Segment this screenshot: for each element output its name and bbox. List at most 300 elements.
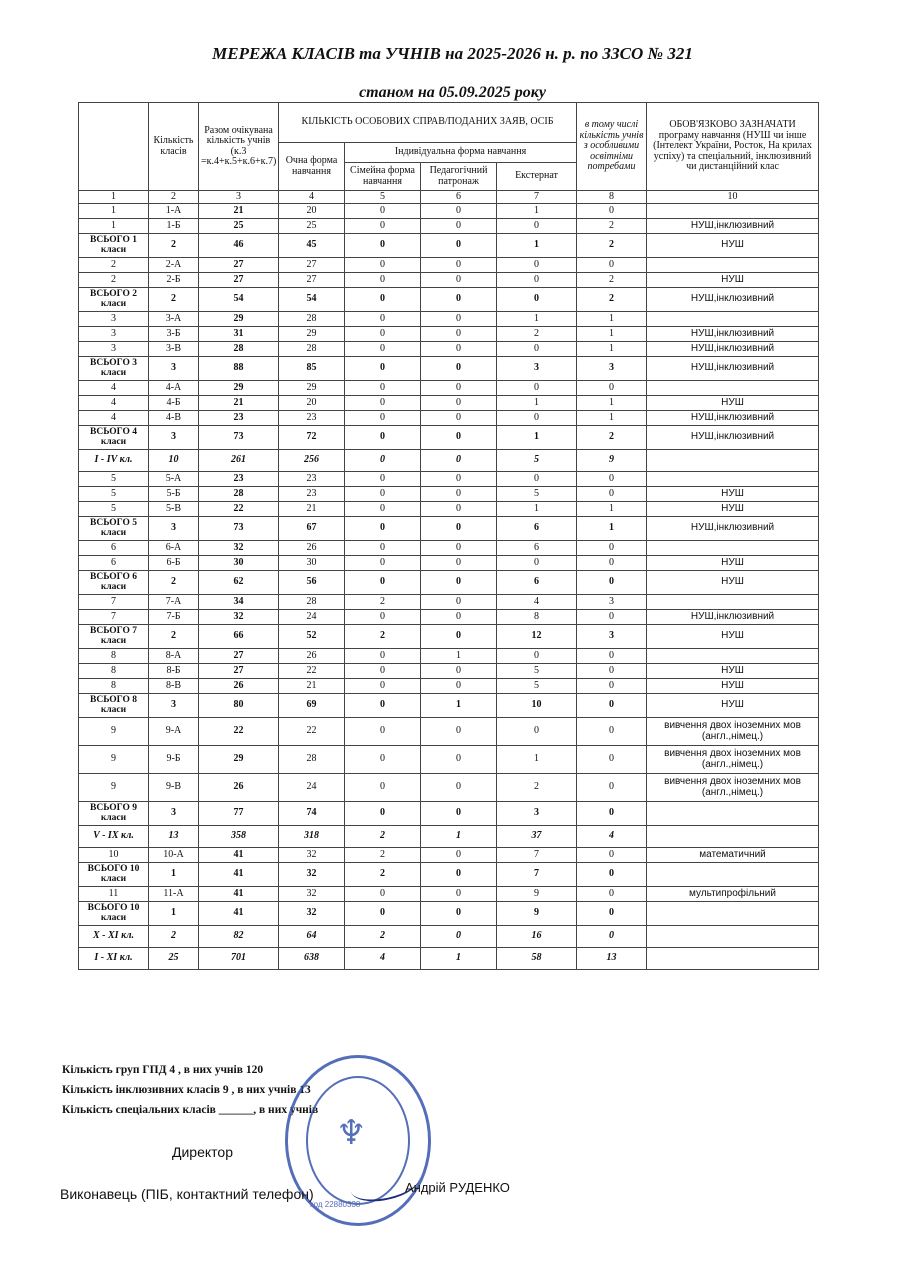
cell-program-note: НУШ,інклюзивний — [647, 610, 819, 625]
col-num: 1 — [79, 191, 149, 204]
table-cell: 5 — [79, 487, 149, 502]
table-row — [79, 556, 819, 571]
table-cell: 1 — [497, 204, 577, 219]
table-cell: 32 — [199, 541, 279, 556]
table-cell: 2 — [577, 273, 647, 288]
table-cell: 1 — [497, 312, 577, 327]
table-cell: 318 — [279, 826, 345, 848]
subtotal-row — [79, 802, 819, 826]
table-cell: 80 — [199, 694, 279, 718]
table-cell: 0 — [345, 556, 421, 571]
table-cell: 9 — [79, 746, 149, 774]
col-num: 10 — [647, 191, 819, 204]
table-cell: 41 — [199, 887, 279, 902]
table-cell: 1 — [421, 826, 497, 848]
table-cell: 0 — [577, 610, 647, 625]
table-cell: 0 — [345, 288, 421, 312]
table-cell: 0 — [421, 802, 497, 826]
col-num: 3 — [199, 191, 279, 204]
table-cell: 66 — [199, 625, 279, 649]
table-cell: 26 — [279, 649, 345, 664]
table-cell: 10 — [497, 694, 577, 718]
cell-program-note: НУШ — [647, 487, 819, 502]
table-row — [79, 312, 819, 327]
table-cell: 5-А — [149, 472, 199, 487]
table-cell: 41 — [199, 863, 279, 887]
table-cell: 2 — [345, 826, 421, 848]
table-cell: 2 — [79, 273, 149, 288]
table-cell: 0 — [577, 694, 647, 718]
table-cell: 5 — [497, 664, 577, 679]
table-row — [79, 679, 819, 694]
table-cell: 30 — [199, 556, 279, 571]
table-cell: 8 — [79, 664, 149, 679]
table-cell: 0 — [577, 258, 647, 273]
table-cell: 0 — [345, 411, 421, 426]
header-class-count: Кількість класів — [149, 103, 199, 191]
table-row — [79, 502, 819, 517]
table-cell: 0 — [577, 902, 647, 926]
table-cell: 1 — [497, 502, 577, 517]
table-cell: 72 — [279, 426, 345, 450]
table-cell: I - IV кл. — [79, 450, 149, 472]
table-cell: 0 — [577, 487, 647, 502]
table-cell: 0 — [345, 487, 421, 502]
table-cell: 22 — [199, 502, 279, 517]
table-cell: 0 — [577, 541, 647, 556]
table-cell: 1 — [577, 411, 647, 426]
table-cell: 29 — [199, 312, 279, 327]
cell-program-note — [647, 863, 819, 887]
table-cell: 3 — [79, 342, 149, 357]
table-cell: 11-А — [149, 887, 199, 902]
cell-program-note: НУШ — [647, 556, 819, 571]
header-total-students: Разом очікувана кількість учнів (к.3 =к.4+к.5+к.6+к.7) — [199, 103, 279, 191]
table-cell: 4-Б — [149, 396, 199, 411]
table-cell: 22 — [279, 664, 345, 679]
table-row — [79, 219, 819, 234]
table-cell: 1 — [577, 396, 647, 411]
cell-program-note — [647, 649, 819, 664]
stamp-code: код 22880338 — [310, 1200, 361, 1209]
table-row — [79, 381, 819, 396]
table-cell: 0 — [421, 219, 497, 234]
table-cell: 0 — [345, 802, 421, 826]
table-cell: 0 — [421, 426, 497, 450]
table-cell: 1 — [497, 234, 577, 258]
table-cell: 1 — [577, 517, 647, 541]
table-cell: 3 — [577, 595, 647, 610]
table-cell: 3-В — [149, 342, 199, 357]
table-cell: ВСЬОГО 2 класи — [79, 288, 149, 312]
table-cell: 37 — [497, 826, 577, 848]
table-cell: 1 — [577, 502, 647, 517]
subtotal-row — [79, 863, 819, 887]
table-cell: 6 — [497, 541, 577, 556]
col-num: 7 — [497, 191, 577, 204]
table-cell: 73 — [199, 517, 279, 541]
table-cell: 0 — [421, 887, 497, 902]
table-cell: 23 — [279, 487, 345, 502]
table-cell: ВСЬОГО 1 класи — [79, 234, 149, 258]
cell-program-note: НУШ — [647, 571, 819, 595]
table-cell: 85 — [279, 357, 345, 381]
table-cell: 26 — [199, 679, 279, 694]
table-cell: 0 — [345, 541, 421, 556]
table-cell: 0 — [345, 694, 421, 718]
table-cell: 0 — [345, 273, 421, 288]
table-cell: 0 — [577, 774, 647, 802]
cell-program-note: НУШ — [647, 234, 819, 258]
table-cell: 27 — [199, 664, 279, 679]
table-cell: 4 — [577, 826, 647, 848]
footer-special: Кількість спеціальних класів ______, в них учнів — [62, 1104, 319, 1116]
table-cell: ВСЬОГО 7 класи — [79, 625, 149, 649]
table-cell: 9 — [497, 887, 577, 902]
table-cell: 2 — [149, 571, 199, 595]
table-cell: 0 — [577, 802, 647, 826]
table-cell: 1-А — [149, 204, 199, 219]
cell-program-note: вивчення двох іноземних мов (англ.,німец.) — [647, 746, 819, 774]
table-row — [79, 774, 819, 802]
subtotal-row — [79, 288, 819, 312]
table-cell: 0 — [421, 502, 497, 517]
table-cell: 11 — [79, 887, 149, 902]
table-cell: 62 — [199, 571, 279, 595]
cell-program-note: вивчення двох іноземних мов (англ.,німец.) — [647, 774, 819, 802]
table-cell: 0 — [421, 848, 497, 863]
table-cell: 0 — [421, 595, 497, 610]
table-cell: 0 — [345, 426, 421, 450]
table-cell: 1 — [577, 342, 647, 357]
table-cell: 0 — [577, 556, 647, 571]
header-special-needs: в тому числі кількість учнів з особливими освітніми потребами — [577, 103, 647, 191]
table-cell: 0 — [497, 342, 577, 357]
table-cell: 0 — [345, 312, 421, 327]
table-cell: 23 — [279, 411, 345, 426]
cell-program-note: НУШ,інклюзивний — [647, 342, 819, 357]
table-cell: 27 — [279, 258, 345, 273]
header-personal-files: КІЛЬКІСТЬ ОСОБОВИХ СПРАВ/ПОДАНИХ ЗАЯВ, ОСІБ — [279, 103, 577, 143]
table-cell: 4 — [79, 411, 149, 426]
table-cell: 26 — [199, 774, 279, 802]
cell-program-note — [647, 258, 819, 273]
total-row — [79, 926, 819, 948]
table-cell: 0 — [577, 472, 647, 487]
table-cell: 0 — [345, 774, 421, 802]
table-cell: 0 — [345, 679, 421, 694]
col-num: 5 — [345, 191, 421, 204]
table-cell: 29 — [199, 746, 279, 774]
table-row — [79, 718, 819, 746]
table-cell: 0 — [421, 679, 497, 694]
table-row — [79, 396, 819, 411]
table-cell: 6 — [497, 571, 577, 595]
table-cell: 27 — [199, 649, 279, 664]
table-cell: 0 — [421, 571, 497, 595]
table-cell: 0 — [421, 450, 497, 472]
table-cell: 28 — [279, 342, 345, 357]
table-cell: 6 — [497, 517, 577, 541]
table-cell: 6 — [79, 556, 149, 571]
table-cell: 5 — [497, 679, 577, 694]
table-row — [79, 664, 819, 679]
table-cell: 0 — [577, 649, 647, 664]
table-cell: 16 — [497, 926, 577, 948]
cell-program-note — [647, 472, 819, 487]
table-cell: 0 — [577, 381, 647, 396]
table-cell: 21 — [199, 204, 279, 219]
table-cell: 0 — [421, 556, 497, 571]
table-cell: 45 — [279, 234, 345, 258]
cell-program-note: НУШ — [647, 502, 819, 517]
table-cell: 4 — [497, 595, 577, 610]
table-cell: 0 — [421, 327, 497, 342]
table-cell: 82 — [199, 926, 279, 948]
cell-program-note: НУШ — [647, 679, 819, 694]
table-cell: 4 — [79, 381, 149, 396]
table-cell: 9 — [577, 450, 647, 472]
col-num: 2 — [149, 191, 199, 204]
table-cell: ВСЬОГО 10 класи — [79, 902, 149, 926]
table-cell: 3 — [79, 312, 149, 327]
table-row — [79, 487, 819, 502]
table-cell: 9-А — [149, 718, 199, 746]
table-cell: 0 — [345, 219, 421, 234]
table-cell: 3 — [149, 802, 199, 826]
table-cell: 1 — [497, 746, 577, 774]
table-cell: 0 — [577, 863, 647, 887]
table-cell: 32 — [279, 902, 345, 926]
subtotal-row — [79, 571, 819, 595]
table-cell: 0 — [345, 342, 421, 357]
table-cell: 23 — [279, 472, 345, 487]
table-cell: 6-Б — [149, 556, 199, 571]
cell-program-note — [647, 826, 819, 848]
footer-inclusive: Кількість інклюзивних класів 9 , в них учнів 13 — [62, 1084, 311, 1096]
table-cell: 0 — [577, 664, 647, 679]
table-cell: 358 — [199, 826, 279, 848]
subtotal-row — [79, 625, 819, 649]
table-cell: 54 — [199, 288, 279, 312]
header-external: Екстернат — [497, 163, 577, 191]
executor-label: Виконавець (ПІБ, контактний телефон) — [60, 1186, 314, 1202]
cell-program-note: математичний — [647, 848, 819, 863]
table-cell: 2 — [345, 863, 421, 887]
cell-program-note: НУШ,інклюзивний — [647, 327, 819, 342]
total-row — [79, 450, 819, 472]
table-cell: 3-Б — [149, 327, 199, 342]
cell-program-note: НУШ — [647, 664, 819, 679]
table-cell: 0 — [577, 848, 647, 863]
table-row — [79, 887, 819, 902]
table-cell: 5 — [497, 487, 577, 502]
table-cell: 8-В — [149, 679, 199, 694]
cell-program-note: НУШ,інклюзивний — [647, 288, 819, 312]
table-cell: 3 — [149, 357, 199, 381]
table-cell: 64 — [279, 926, 345, 948]
table-cell: 0 — [421, 258, 497, 273]
table-cell: ВСЬОГО 4 класи — [79, 426, 149, 450]
table-cell: 8 — [497, 610, 577, 625]
footer-gpd: Кількість груп ГПД 4 , в них учнів 120 — [62, 1064, 264, 1076]
table-cell: 5-Б — [149, 487, 199, 502]
table-cell: 0 — [421, 718, 497, 746]
table-cell: 46 — [199, 234, 279, 258]
table-cell: 0 — [421, 472, 497, 487]
total-row — [79, 948, 819, 970]
trident-icon: ♆ — [336, 1115, 367, 1152]
table-cell: 256 — [279, 450, 345, 472]
table-cell: 0 — [421, 625, 497, 649]
table-cell: 1 — [497, 426, 577, 450]
header-pedagogical: Педагогічний патронаж — [421, 163, 497, 191]
table-cell: 23 — [199, 472, 279, 487]
table-cell: 2 — [497, 327, 577, 342]
table-cell: 3 — [577, 625, 647, 649]
subtotal-row — [79, 357, 819, 381]
table-cell: 0 — [345, 649, 421, 664]
table-cell: 0 — [421, 342, 497, 357]
table-cell: 30 — [279, 556, 345, 571]
table-cell: 3 — [497, 357, 577, 381]
table-cell: 0 — [345, 718, 421, 746]
table-cell: 4 — [345, 948, 421, 970]
table-cell: 0 — [497, 258, 577, 273]
table-cell: 0 — [421, 234, 497, 258]
cell-program-note: НУШ,інклюзивний — [647, 411, 819, 426]
table-cell: 77 — [199, 802, 279, 826]
table-cell: 9 — [79, 774, 149, 802]
table-cell: 69 — [279, 694, 345, 718]
table-cell: 32 — [199, 610, 279, 625]
table-cell: 1 — [577, 312, 647, 327]
document-title: МЕРЕЖА КЛАСІВ та УЧНІВ на 2025-2026 н. р. по ЗЗСО № 321 — [212, 44, 693, 63]
total-row — [79, 826, 819, 848]
table-cell: 29 — [279, 327, 345, 342]
table-cell: 0 — [345, 396, 421, 411]
table-cell: 0 — [497, 556, 577, 571]
table-cell: 5 — [79, 472, 149, 487]
table-cell: 0 — [421, 204, 497, 219]
cell-program-note: вивчення двох іноземних мов (англ.,німец.) — [647, 718, 819, 746]
table-cell: 56 — [279, 571, 345, 595]
table-cell: 2 — [149, 625, 199, 649]
header-program-note: ОБОВ'ЯЗКОВО ЗАЗНАЧАТИ програму навчання (НУШ чи інше (Інтелект України, Росток, На крилах успіху) та спеціальний, інклюзивний чи дистанційний клас — [647, 103, 819, 191]
table-cell: 0 — [345, 517, 421, 541]
table-cell: 0 — [345, 357, 421, 381]
table-cell: 0 — [497, 411, 577, 426]
table-cell: 0 — [421, 610, 497, 625]
table-cell: 0 — [421, 487, 497, 502]
table-cell: 67 — [279, 517, 345, 541]
table-cell: 1 — [421, 948, 497, 970]
header-full-time: Очна форма навчання — [279, 143, 345, 191]
table-cell: 0 — [421, 746, 497, 774]
table-cell: 0 — [421, 357, 497, 381]
table-cell: 29 — [279, 381, 345, 396]
table-cell: 88 — [199, 357, 279, 381]
table-cell: 0 — [497, 472, 577, 487]
table-cell: 3-А — [149, 312, 199, 327]
subtotal-row — [79, 234, 819, 258]
table-cell: 701 — [199, 948, 279, 970]
cell-program-note — [647, 204, 819, 219]
table-cell: 0 — [497, 273, 577, 288]
table-cell: 0 — [345, 204, 421, 219]
table-row — [79, 541, 819, 556]
cell-program-note: мультипрофільний — [647, 887, 819, 902]
table-cell: 0 — [345, 571, 421, 595]
table-cell: 29 — [199, 381, 279, 396]
table-cell: 26 — [279, 541, 345, 556]
table-cell: 0 — [497, 649, 577, 664]
table-cell: 638 — [279, 948, 345, 970]
table-cell: ВСЬОГО 8 класи — [79, 694, 149, 718]
table-cell: 0 — [577, 718, 647, 746]
table-cell: 27 — [279, 273, 345, 288]
table-row — [79, 273, 819, 288]
table-row — [79, 258, 819, 273]
table-cell: 7 — [497, 848, 577, 863]
subtotal-row — [79, 426, 819, 450]
table-cell: 0 — [421, 411, 497, 426]
table-cell: 20 — [279, 396, 345, 411]
table-cell: 4-В — [149, 411, 199, 426]
table-cell: 1 — [79, 204, 149, 219]
table-cell: 41 — [199, 902, 279, 926]
table-cell: 5 — [79, 502, 149, 517]
cell-program-note: НУШ,інклюзивний — [647, 426, 819, 450]
cell-program-note — [647, 802, 819, 826]
table-cell: 32 — [279, 863, 345, 887]
table-cell: 27 — [199, 273, 279, 288]
table-cell: 8-Б — [149, 664, 199, 679]
document-subtitle: станом на 05.09.2025 року — [359, 84, 546, 101]
table-cell: 0 — [345, 327, 421, 342]
table-cell: 23 — [199, 411, 279, 426]
subtotal-row — [79, 902, 819, 926]
signer-name: Андрій РУДЕНКО — [405, 1180, 510, 1195]
table-cell: 28 — [279, 312, 345, 327]
table-row — [79, 746, 819, 774]
table-cell: 28 — [279, 595, 345, 610]
table-cell: 1 — [149, 902, 199, 926]
table-cell: 0 — [421, 517, 497, 541]
table-cell: 1 — [149, 863, 199, 887]
table-row — [79, 595, 819, 610]
table-cell: 25 — [199, 219, 279, 234]
table-cell: 5 — [497, 450, 577, 472]
table-cell: 27 — [199, 258, 279, 273]
table-cell: 0 — [345, 502, 421, 517]
table-cell: 0 — [345, 902, 421, 926]
director-label: Директор — [172, 1144, 233, 1160]
table-cell: 0 — [421, 288, 497, 312]
table-cell: 34 — [199, 595, 279, 610]
table-cell: 2 — [149, 234, 199, 258]
table-cell: 0 — [345, 746, 421, 774]
subtotal-row — [79, 517, 819, 541]
cell-program-note — [647, 381, 819, 396]
table-cell: 0 — [421, 902, 497, 926]
table-cell: 2 — [577, 219, 647, 234]
table-cell: 22 — [199, 718, 279, 746]
table-cell: 3 — [149, 694, 199, 718]
table-cell: V - IX кл. — [79, 826, 149, 848]
table-cell: I - XI кл. — [79, 948, 149, 970]
table-cell: 0 — [421, 396, 497, 411]
